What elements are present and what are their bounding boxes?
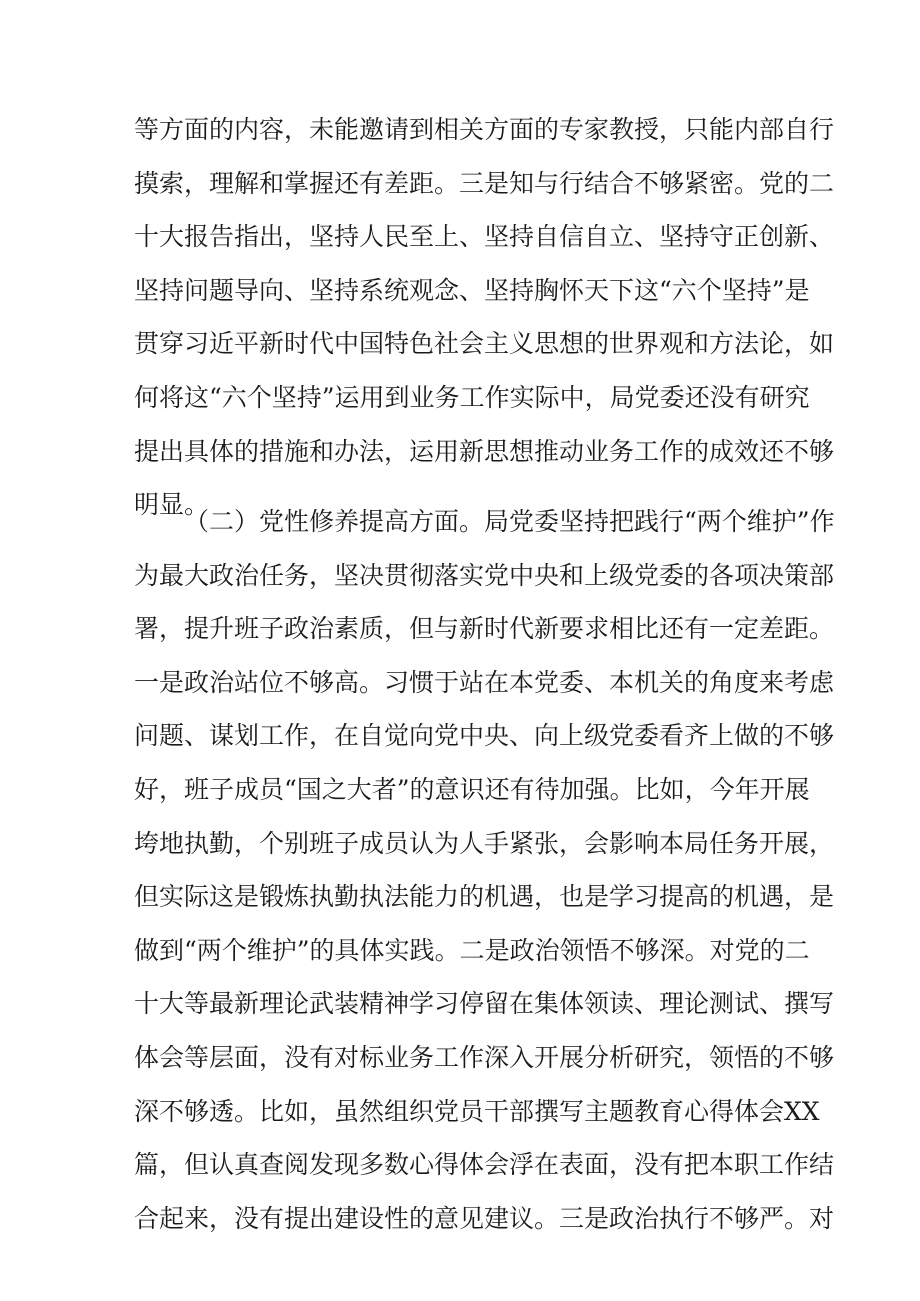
text-line: 好，班子成员“国之大者”的意识还有待加强。比如，今年开展 <box>134 774 810 804</box>
text-line: 做到“两个维护”的具体实践。二是政治领悟不够深。对党的二 <box>134 935 810 965</box>
text-line-indented: （二）党性修养提高方面。局党委坚持把践行“两个维护”作 <box>184 507 835 536</box>
text-line: 明显。 <box>134 490 210 520</box>
text-line: 篇，但认真查阅发现多数心得体会浮在表面，没有把本职工作结 <box>134 1150 835 1180</box>
text-line: 贯穿习近平新时代中国特色社会主义思想的世界观和方法论，如 <box>134 329 835 359</box>
text-line: 垮地执勤，个别班子成员认为人手紧张，会影响本局任务开展， <box>134 828 835 858</box>
text-line: 为最大政治任务，坚决贯彻落实党中央和上级党委的各项决策部 <box>134 560 835 590</box>
text-line: 深不够透。比如，虽然组织党员干部撰写主题教育心得体会XX <box>134 1096 820 1126</box>
text-line: 体会等层面，没有对标业务工作深入开展分析研究，领悟的不够 <box>134 1042 835 1072</box>
paragraph-1 <box>134 103 835 532</box>
paragraph-2 <box>134 495 835 1245</box>
text-line: 十大等最新理论武装精神学习停留在集体领读、理论测试、撰写 <box>134 989 835 1019</box>
text-line: 署，提升班子政治素质，但与新时代新要求相比还有一定差距。 <box>134 614 835 644</box>
text-line: 摸索，理解和掌握还有差距。三是知与行结合不够紧密。党的二 <box>134 168 835 198</box>
text-line: 问题、谋划工作，在自觉向党中央、向上级党委看齐上做的不够 <box>134 721 835 751</box>
text-line: 合起来，没有提出建设性的意见建议。三是政治执行不够严。对 <box>134 1203 835 1233</box>
text-line: 一是政治站位不够高。习惯于站在本党委、本机关的角度来考虑 <box>134 667 835 697</box>
text-line: 提出具体的措施和办法，运用新思想推动业务工作的成效还不够 <box>134 436 835 466</box>
text-line: 坚持问题导向、坚持系统观念、坚持胸怀天下这“六个坚持”是 <box>134 275 810 305</box>
text-line: 何将这“六个坚持”运用到业务工作实际中，局党委还没有研究 <box>134 382 810 412</box>
text-line: 十大报告指出，坚持人民至上、坚持自信自立、坚持守正创新、 <box>134 222 835 252</box>
text-line: 但实际这是锻炼执勤执法能力的机遇，也是学习提高的机遇，是 <box>134 882 835 912</box>
text-line: 等方面的内容，未能邀请到相关方面的专家教授，只能内部自行 <box>134 115 835 144</box>
